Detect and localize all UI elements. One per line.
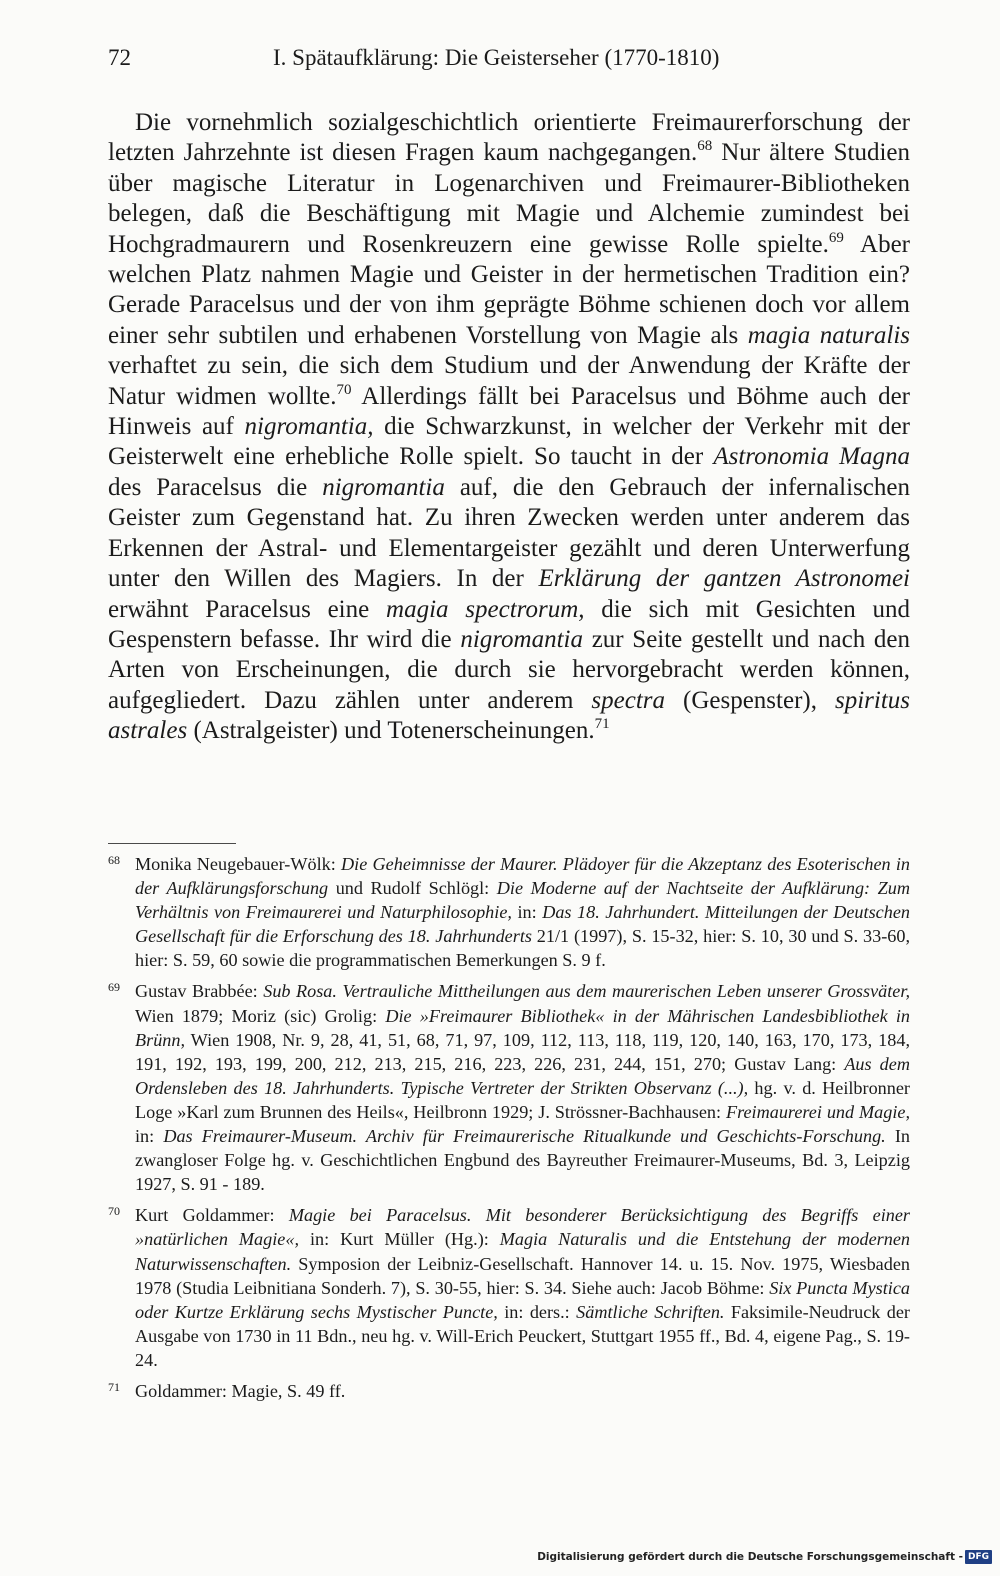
footnote-71 bbox=[108, 1379, 910, 1403]
italic-text: Magia Naturalis und die Entstehung der modernen Naturwissenschaften. bbox=[135, 1229, 911, 1274]
text-run: hg. v. d. Heilbronner Loge »Karl zum Brunnen des Heils«, Heilbronn 1929; J. Strössner-Bachhausen: bbox=[135, 1077, 910, 1122]
text-run: In zwangloser Folge hg. v. Geschichtlichen Engbund des Bayreuther Freimaurer-Museums, Bd. 3, Leipzig 1927, S. 91 - 189. bbox=[135, 1126, 910, 1195]
running-head: I. Spätaufklärung: Die Geisterseher (1770-1810) bbox=[273, 45, 720, 70]
text-run: verhaftet zu sein, die sich dem Studium und der Anwendung der Kräfte der Natur widmen wollte. bbox=[108, 352, 910, 410]
text-run: Wien 1908, Nr. 9, 28, 41, 51, 68, 71, 97, 109, 112, 113, 118, 119, 120, 140, 163, 170, 173, 184, 191, 192, 193, 199, 200, 212, 213, 215, 216, 223, 226, 231, 244, 151, 270; Gustav Lang: bbox=[135, 1029, 910, 1074]
italic-text: Die »Freimaurer Bibliothek« in der Mährischen Landesbibliothek in Brünn, bbox=[135, 1005, 911, 1050]
text-run: (Astralgeister) und Totenerscheinungen. bbox=[187, 717, 595, 745]
text-run: in: bbox=[135, 1126, 164, 1147]
main-text bbox=[108, 108, 910, 747]
page-number: 72 bbox=[108, 45, 131, 70]
italic-text: Die Moderne auf der Nachtseite der Aufklärung: Zum Verhältnis von Freimaurerei und Naturphilosophie, bbox=[135, 878, 911, 923]
footnote-separator bbox=[108, 843, 236, 844]
digitization-credit bbox=[537, 1548, 992, 1566]
footnote-69 bbox=[108, 979, 910, 1196]
text-run: Monika Neugebauer-Wölk: bbox=[135, 854, 342, 874]
text-run: in: Kurt Müller (Hg.): bbox=[299, 1229, 500, 1250]
italic-text: spiritus astrales bbox=[108, 686, 910, 745]
italic-text: Six Puncta Mystica oder Kurtze Erklärung sechs Mystischer Puncte, bbox=[135, 1277, 910, 1322]
credit-text: Digitalisierung gefördert durch die Deutsche Forschungsgemeinschaft - bbox=[537, 1551, 963, 1563]
footnote-reference: 71 bbox=[594, 716, 610, 733]
italic-text: magia naturalis bbox=[747, 321, 911, 349]
italic-text: spectra bbox=[591, 686, 666, 714]
italic-text: Magie bei Paracelsus. Mit besonderer Berücksichtigung des Begriffs einer »natürlichen Magie«, bbox=[135, 1205, 910, 1250]
text-run: die sich mit Gesichten und Gespenstern befasse. Ihr wird die bbox=[108, 595, 910, 653]
text-run: Die vornehmlich sozialgeschichtlich orientierte Freimaurerforschung der letzten Jahrzehnte ist diesen Fragen kaum nachgegangen. bbox=[108, 109, 910, 167]
text-run: (Gespenster), bbox=[665, 686, 835, 714]
footnote-number: 70 bbox=[108, 1204, 120, 1219]
italic-text: Freimaurerei und Magie, bbox=[725, 1101, 910, 1122]
italic-text: nigromantia bbox=[322, 473, 445, 501]
italic-text: nigromantia, bbox=[244, 413, 374, 441]
text-run: Aber welchen Platz nahmen Magie und Geister in der hermetischen Tradition ein? Gerade Paracelsus und der von ihm geprägte Böhme schienen doch vor allem einer sehr subtilen und erhabenen Vorstellung von Magie als bbox=[108, 230, 910, 349]
body-paragraph bbox=[108, 108, 910, 747]
text-run: Kurt Goldammer: bbox=[135, 1205, 289, 1226]
text-run: erwähnt Paracelsus eine bbox=[108, 595, 387, 623]
footnote-number: 69 bbox=[108, 980, 120, 995]
italic-text: Astronomia Magna bbox=[713, 443, 911, 471]
text-run: 21/1 (1997), S. 15-32, hier: S. 10, 30 und S. 33-60, hier: S. 59, 60 sowie die programmatischen Bemerkungen S. 9 f. bbox=[135, 926, 910, 971]
text-run: Wien 1879; Moriz (sic) Grolig: bbox=[135, 1005, 386, 1026]
footnote-number: 71 bbox=[108, 1379, 120, 1394]
text-run: Symposion der Leibniz-Gesellschaft. Hannover 14. u. 15. Nov. 1975, Wiesbaden 1978 (Studia Leibnitiana Sonderh. 7), S. 30-55, hier: S. 34. Siehe auch: Jacob Böhme: bbox=[135, 1253, 910, 1298]
footnotes bbox=[108, 852, 910, 1410]
italic-text: magia spectrorum, bbox=[386, 595, 585, 623]
footnote-68 bbox=[108, 852, 910, 972]
italic-text: Die Geheimnisse der Maurer. Plädoyer für die Akzeptanz des Esoterischen in der Aufklärungsforschung bbox=[135, 854, 910, 899]
text-run: des Paracelsus die bbox=[108, 473, 323, 501]
italic-text: Erklärung der gantzen Astronomei bbox=[538, 565, 910, 593]
italic-text: Sämtliche Schriften. bbox=[576, 1301, 725, 1322]
italic-text: nigromantia bbox=[460, 625, 584, 653]
dfg-logo: DFG bbox=[965, 1550, 992, 1564]
text-run: Nur ältere Studien über magische Literatur in Logenarchiven und Freimaurer-Bibliotheken belegen, daß die Beschäftigung mit Magie und Alchemie zumindest bei Hochgradmaurern und Rosenkreuzern eine gewisse Rolle spielte. bbox=[108, 139, 911, 258]
page-header bbox=[108, 38, 908, 78]
text-run: Allerdings fällt bei Paracelsus und Böhme auch der Hinweis auf bbox=[108, 382, 910, 441]
text-run: Gustav Brabbée: bbox=[135, 981, 264, 1002]
italic-text: Das Freimaurer-Museum. Archiv für Freimaurerische Ritualkunde und Geschichts-Forschung. bbox=[163, 1126, 886, 1147]
italic-text: Das 18. Jahrhundert. Mitteilungen der Deutschen Gesellschaft für die Erforschung des 18. Jahrhunderts bbox=[135, 902, 910, 947]
text-run: Faksimile-Neudruck der Ausgabe von 1730 in 11 Bdn., neu hg. v. Will-Erich Peuckert, Stuttgart 1955 ff., Bd. 4, eigene Pag., S. 19-24. bbox=[135, 1301, 910, 1370]
text-run: in: ders.: bbox=[497, 1301, 577, 1322]
footnote-reference: 70 bbox=[336, 381, 352, 398]
footnote-70 bbox=[108, 1203, 910, 1372]
footnote-reference: 68 bbox=[697, 138, 713, 155]
text-run: und Rudolf Schlögl: bbox=[328, 878, 497, 899]
footnote-number: 68 bbox=[108, 853, 120, 867]
italic-text: Aus dem Ordensleben des 18. Jahrhunderts. Typische Vertreter der Strikten Observanz (...), bbox=[135, 1053, 910, 1098]
footnote-reference: 69 bbox=[828, 229, 844, 246]
text-run: in: bbox=[511, 902, 543, 923]
italic-text: Sub Rosa. Vertrauliche Mittheilungen aus dem maurerischen Leben unserer Grossväter, bbox=[263, 981, 910, 1002]
text-run: zur Seite gestellt und nach den Arten von Erscheinungen, die durch sie hervorgebracht werden können, aufgegliedert. Dazu zählen unter anderem bbox=[108, 625, 910, 714]
text-run: die Schwarzkunst, in welcher der Verkehr mit der Geisterwelt eine erhebliche Rolle spielt. So taucht in der bbox=[108, 413, 910, 471]
text-run: Goldammer: Magie, S. 49 ff. bbox=[135, 1380, 346, 1401]
text-run: auf, die den Gebrauch der infernalischen Geister zum Gegenstand hat. Zu ihren Zwecken werden unter anderem das Erkennen der Astral- und Elementargeister gezählt und deren Unterwerfung unter den Willen des Magiers. In der bbox=[108, 473, 910, 593]
